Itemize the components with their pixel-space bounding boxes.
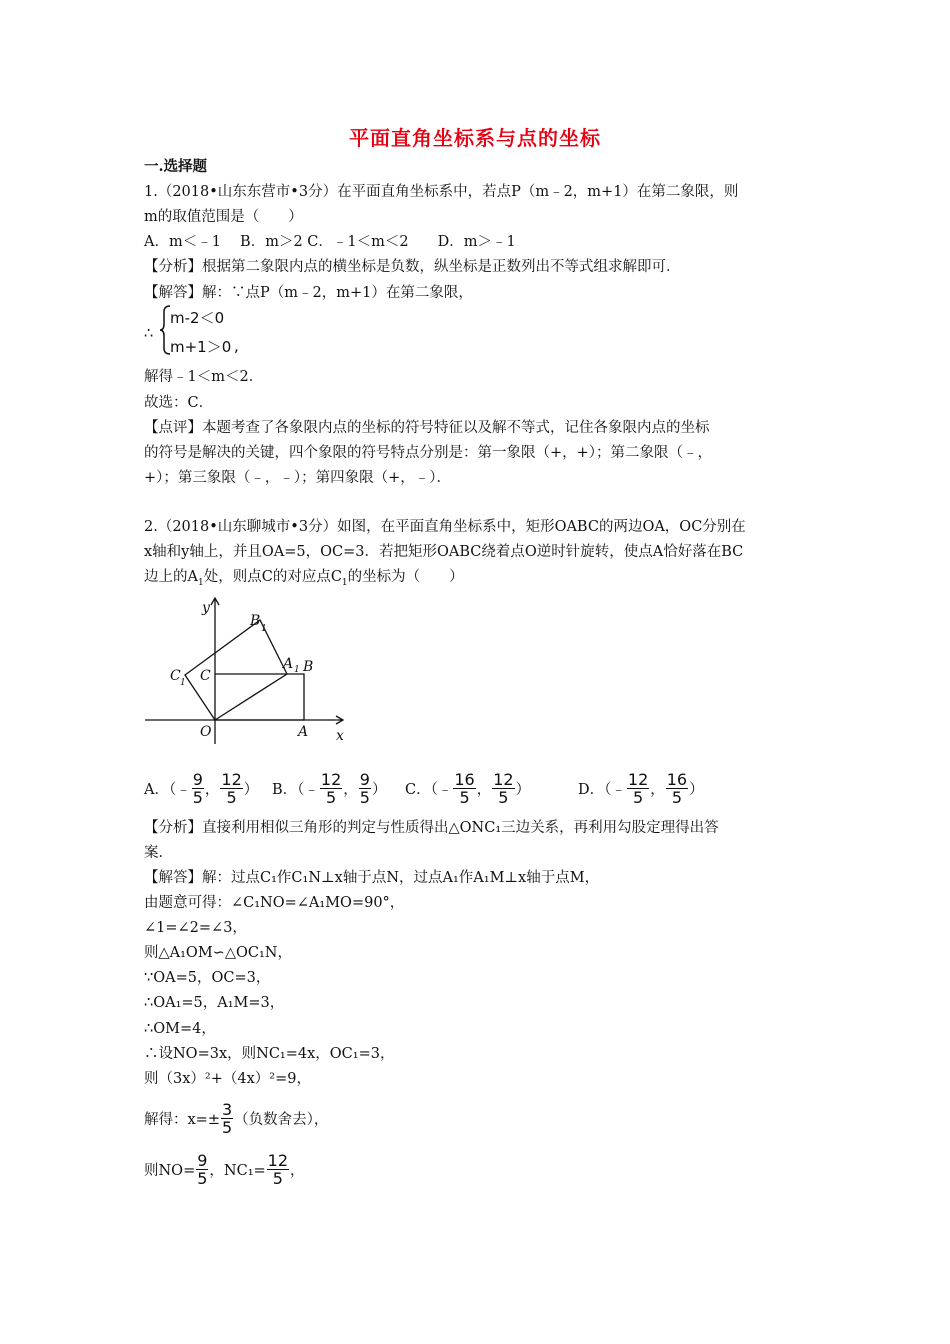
label-a1-sub: 1 — [294, 665, 300, 675]
q2-option-d: D．（﹣ $\frac{12}{5}$ ， $\frac{16}{5}$ ） — [578, 769, 704, 807]
rectangle-oabc — [215, 674, 304, 720]
q1-system-eq2: m+1＞0 — [170, 338, 232, 356]
q1-system-eq1: m-2＜0 — [170, 309, 225, 327]
q2-stem-line1: 2.（2018•山东聊城市•3分）如图，在平面直角坐标系中，矩形OABC的两边OA，OC分别在 — [144, 519, 746, 535]
q2-solution-line7: ∴OM=4， — [144, 1021, 216, 1037]
q2-stem-line3: 边上的$A_1$处，则点C的对应点$C_1$的坐标为（ ） — [144, 569, 464, 588]
label-c1: C — [170, 668, 181, 684]
q2-analysis-line2: 案． — [144, 845, 173, 861]
label-c: C — [200, 668, 211, 684]
q2-stem-line2: x轴和y轴上，并且OA=5，OC=3．若把矩形OABC绕着点O逆时针旋转，使点A恰好落在BC — [144, 544, 744, 560]
q1-options: A．m＜﹣1 B．m＞2 C．﹣1＜m＜2 D．m＞﹣1 — [144, 234, 516, 250]
label-c1-sub: 1 — [180, 678, 186, 688]
q2-option-a: A．（﹣ $\frac{9}{5}$ ， $\frac{12}{5}$ ） — [144, 769, 259, 807]
section-heading: 一.选择题 — [144, 158, 208, 175]
page-title: 平面直角坐标系与点的坐标 — [349, 126, 601, 150]
label-x: x — [336, 728, 344, 744]
label-y: y — [202, 600, 210, 616]
label-a1: A — [283, 656, 294, 672]
q2-analysis-line1: 【分析】直接利用相似三角形的判定与性质得出△ONC₁三边关系，再利用勾股定理得出答 — [144, 820, 719, 836]
label-b: B — [303, 659, 314, 675]
q1-analysis: 【分析】根据第二象限内点的横坐标是负数，纵坐标是正数列出不等式组求解即可． — [144, 259, 681, 275]
q2-solution-line8: ∴设NO=3x，则NC₁=4x，OC₁=3， — [144, 1046, 395, 1062]
q1-comment-line3: +）；第三象限（﹣，﹣）；第四象限（+，﹣）． — [144, 470, 452, 486]
q1-comment-line2: 的符号是解决的关键，四个象限的符号特点分别是：第一象限（+，+）；第二象限（﹣， — [144, 445, 713, 461]
label-b1: B — [250, 613, 261, 629]
q1-solution-intro: 【解答】解：∵点P（m﹣2，m+1）在第二象限， — [144, 285, 473, 301]
q1-stem-line1: 1.（2018•山东东营市•3分）在平面直角坐标系中，若点P（m﹣2，m+1）在第二象限，则 — [144, 184, 739, 200]
label-a: A — [298, 724, 309, 740]
q1-choice: 故选：C． — [144, 395, 214, 411]
q1-system-comma: , — [234, 337, 239, 355]
q2-solution-line4: 则△A₁OM∽△OC₁N， — [144, 945, 292, 961]
q2-solution-line6: ∴OA₁=5，A₁M=3， — [144, 995, 285, 1011]
q1-comment-line1: 【点评】本题考查了各象限内点的坐标的符号特征以及解不等式，记住各象限内点的坐标 — [144, 420, 710, 436]
label-o: O — [200, 724, 212, 740]
q1-therefore: ∴ — [144, 326, 154, 342]
q2-solution-line2: 由题意可得：∠C₁NO=∠A₁MO=90°， — [144, 895, 405, 911]
q2-solution-line11: 则NO= $\frac{9}{5}$ ，NC₁= $\frac{12}{5}$ ， — [144, 1150, 305, 1188]
q2-solution-line3: ∠1=∠2=∠3， — [144, 920, 247, 936]
q1-result: 解得﹣1＜m＜2． — [144, 369, 264, 385]
q2-option-b: B．（﹣ $\frac{12}{5}$ ， $\frac{9}{5}$ ） — [272, 769, 387, 807]
q2-solution-line5: ∵OA=5，OC=3， — [144, 970, 271, 986]
q2-solution-line1: 【解答】解：过点C₁作C₁N⊥x轴于点N，过点A₁作A₁M⊥x轴于点M， — [144, 870, 600, 886]
q1-stem-line2: m的取值范围是（ ） — [144, 209, 303, 225]
q2-option-c: C．（﹣ $\frac{16}{5}$ ， $\frac{12}{5}$ ） — [405, 769, 531, 807]
q2-solution-line9: 则（3x）²+（4x）²=9， — [144, 1071, 311, 1087]
rotation-figure — [140, 590, 360, 750]
label-b1-sub: 1 — [261, 624, 267, 634]
q2-solution-line10: 解得：x=± $\frac{3}{5}$ （负数舍去）， — [144, 1099, 329, 1137]
